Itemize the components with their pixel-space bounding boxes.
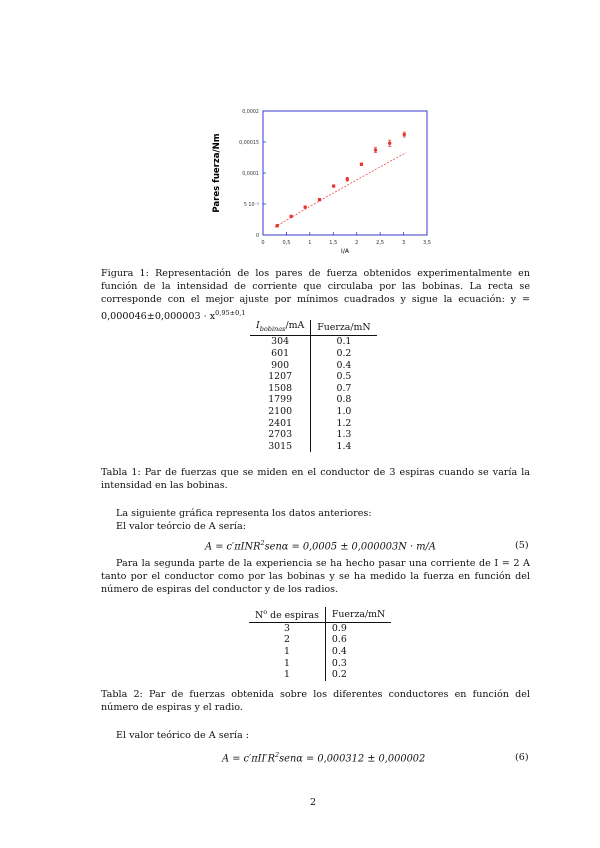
equation-5-number: (5): [515, 540, 529, 551]
table2-cell-b: 0.6: [331, 634, 347, 646]
table1-row: [250, 394, 377, 406]
y-tick-label: 0,00015: [239, 141, 259, 146]
table1-cell-a: 3015: [250, 441, 311, 453]
table1-cell-a: 1207: [250, 371, 311, 383]
x-axis-label: I/A: [341, 248, 349, 255]
data-point: [360, 163, 363, 166]
x-tick-label: 1,5: [329, 240, 338, 246]
x-tick-label: 2,5: [376, 240, 385, 246]
table1-cell-a: 304: [250, 336, 311, 348]
table1-cell-b: 1.0: [336, 406, 352, 418]
figure-1-caption: [101, 267, 530, 323]
y-tick-label: 5 10⁻⁵: [243, 203, 259, 208]
data-point: [276, 224, 279, 227]
table1-cell-a: 2703: [250, 429, 311, 441]
equation-5: A = c′πINR$^2$senα = 0,0005 ± 0,000003N · m/A: [205, 539, 436, 553]
data-point: [388, 142, 391, 145]
table-1: [250, 320, 377, 452]
table-1-caption: Tabla 1: Par de fuerzas que se miden en el conductor de 3 espiras cuando se varía la intensidad en las bobinas.: [101, 467, 530, 492]
x-tick-label: 1: [308, 240, 312, 246]
equation-6-number: (6): [515, 752, 529, 763]
table2-cell-a: 3: [249, 622, 325, 634]
data-point: [403, 133, 406, 136]
table1-cell-b: 1.3: [336, 429, 352, 441]
table-1-header-force: Fuerza/mN: [311, 320, 377, 336]
table1-cell-b: 1.2: [336, 417, 352, 429]
paragraph-4: El valor teórico de A sería :: [116, 730, 250, 741]
table1-cell-b: 1.4: [336, 440, 352, 452]
table-2-header-turns: $N^o$ de espiras: [249, 607, 325, 622]
table1-cell-b: 0.4: [336, 359, 352, 371]
x-tick-label: 0: [261, 240, 265, 246]
table2-cell-b: 0.9: [331, 622, 347, 634]
table1-cell-b: 0.1: [336, 336, 352, 348]
table1-cell-b: 0.8: [336, 394, 352, 406]
figure-1-caption-exponent: 0,95±0,1: [215, 308, 246, 317]
table2-row: [249, 658, 391, 670]
x-tick-label: 3: [401, 240, 406, 246]
table1-row: [250, 371, 377, 383]
table2-row: [249, 646, 391, 658]
data-point: [374, 148, 377, 151]
table-2-header-force: Fuerza/mN: [325, 607, 391, 622]
table2-row: [249, 622, 391, 634]
table2-row: [249, 669, 391, 681]
table1-cell-a: 900: [250, 360, 311, 372]
y-axis-label: Pares fuerza/Nm: [212, 133, 222, 213]
table1-cell-a: 1508: [250, 383, 311, 395]
table1-row: [250, 406, 377, 418]
table2-cell-b: 0.4: [331, 645, 347, 657]
table1-cell-a: 1799: [250, 394, 311, 406]
data-point: [303, 205, 306, 208]
table1-cell-b: 0.5: [336, 371, 352, 383]
paragraph-3: Para la segunda parte de la experiencia se ha hecho pasar una corriente de I = 2 A tanto por el conductor como por las bobinas y se ha medido la fuerza en función del número de espiras del conductor y de los radios.: [101, 558, 530, 596]
y-tick-label: 0,0002: [242, 110, 259, 115]
table2-cell-b: 0.2: [331, 669, 347, 681]
table2-cell-a: 1: [249, 658, 325, 670]
table-2-caption: Tabla 2: Par de fuerzas obtenida sobre los diferentes conductores en función del número de espiras y el radio.: [101, 689, 530, 714]
paragraph-2: El valor teórcio de A sería:: [116, 521, 246, 532]
fit-line: [275, 153, 406, 228]
table1-cell-a: 601: [250, 348, 311, 360]
table2-cell-a: 2: [249, 634, 325, 646]
table1-cell-b: 0.2: [336, 348, 352, 360]
table1-row: [250, 429, 377, 441]
y-tick-label: 0: [255, 234, 259, 239]
table1-row: [250, 383, 377, 395]
paragraph-1: La siguiente gráfica representa los datos anteriores:: [116, 508, 372, 519]
x-tick-label: 3,5: [423, 240, 431, 246]
figure-1-caption-text: Figura 1: Representación de los pares de fuerza obtenidos experimentalmente en función de la intensidad de corriente que circulaba por las bobinas. La recta se corresponde con el mejor ajuste por mínimos cuadrados y sigue la ecuación: y = 0,000046±0,000003 · x: [101, 268, 530, 322]
plot-frame: [263, 111, 427, 235]
data-point: [346, 178, 349, 181]
y-tick-label: 0,0001: [242, 172, 259, 177]
table1-cell-a: 2401: [250, 418, 311, 430]
table2-cell-b: 0.3: [331, 657, 347, 669]
table1-row: [250, 418, 377, 430]
page-number: 2: [310, 797, 317, 808]
x-tick-label: 2: [355, 240, 359, 246]
table1-cell-b: 0.7: [336, 382, 352, 394]
x-tick-label: 0,5: [282, 240, 291, 246]
table1-row: [250, 441, 377, 453]
table1-row: [250, 336, 377, 348]
data-point: [289, 215, 292, 218]
table1-row: [250, 360, 377, 372]
table-2: [249, 607, 391, 681]
equation-6: $A = c'\pi II'R^2sen\alpha = 0,000312 \pm 0,000002$: [222, 751, 426, 765]
table2-cell-a: 1: [249, 646, 325, 658]
table-1-header-current: $I_{bobinas}/mA$: [250, 320, 311, 336]
data-point: [332, 184, 335, 187]
data-point: [318, 198, 321, 201]
table1-row: [250, 348, 377, 360]
figure-1-chart: [205, 103, 440, 258]
table1-cell-a: 2100: [250, 406, 311, 418]
table2-cell-a: 1: [249, 669, 325, 681]
table2-row: [249, 634, 391, 646]
